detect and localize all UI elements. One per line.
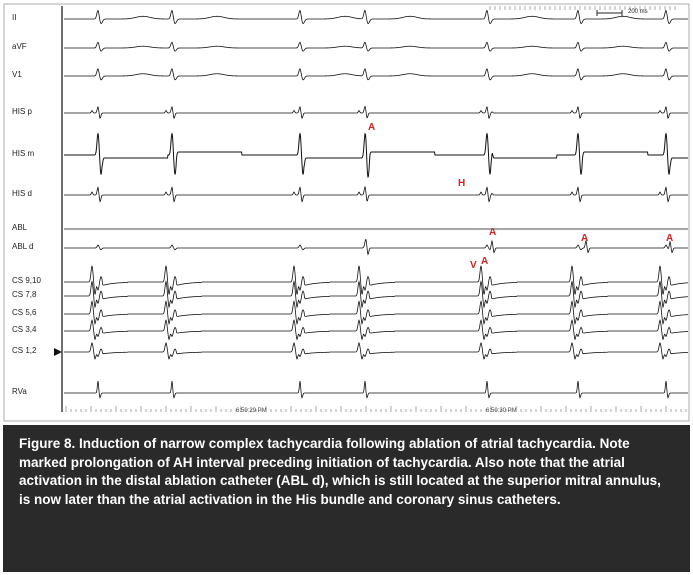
stimulus-marker [54,348,62,356]
trace-his-d [64,187,688,202]
panel-border [4,4,689,421]
trace-rva [64,381,688,398]
lead-label-his-p: HIS p [12,107,33,116]
lead-label-abl: ABL [12,223,28,232]
lead-label-v1: V1 [12,70,22,79]
trace-v1 [64,69,688,80]
trace-cs-1-2 [64,343,688,359]
trace-cs-5-6 [64,301,688,323]
scale-bar-label: 200 ms [628,9,648,15]
annotation-a-cs: A [481,256,489,267]
annotation-v-cs: V [470,260,477,271]
time-ticks [66,6,686,412]
annotation-a-his: A [368,122,376,133]
lead-label-avf: aVF [12,42,27,51]
lead-label-his-m: HIS m [12,149,35,158]
lead-label-cs-5-6: CS 5,6 [12,308,37,317]
lead-label-abl-d: ABL d [12,242,34,251]
trace-ii [64,10,688,23]
trace-his-m [64,133,688,177]
trace-cs-9-10 [64,266,688,295]
trace-cs-7-8 [64,282,688,307]
lead-label-cs-1-2: CS 1,2 [12,346,37,355]
annotation-h: H [458,178,466,189]
annotation-a-abl-1: A [489,227,497,238]
lead-label-ii: II [12,13,17,22]
lead-label-his-d: HIS d [12,189,33,198]
figure-caption-box [3,425,690,572]
annotation-a-abl-3: A [666,233,674,244]
trace-cs-3-4 [64,320,688,339]
timestamp-2: 6:50:30 PM [486,408,517,414]
trace-abl-d [64,240,688,255]
lead-label-cs-3-4: CS 3,4 [12,325,37,334]
trace-avf [64,42,688,51]
trace-his-p [64,107,688,119]
timestamp-1: 6:50:29 PM [236,408,267,414]
annotation-a-abl-2: A [581,233,589,244]
lead-label-rva: RVa [12,387,27,396]
figure-caption: Figure 8. Induction of narrow complex tachycardia following ablation of atrial tachycardia. Note marked prolongation of AH interval preceding initiation of tachycardia. Also note that the atrial activation in the distal ablation catheter (ABL d), which is still located at the superior mitral annulus, is now later than the atrial activation in the His bundle and coronary sinus catheters. [19,436,661,507]
trace-group [54,10,688,397]
lead-label-cs-9-10: CS 9,10 [12,276,41,285]
lead-label-cs-7-8: CS 7,8 [12,290,37,299]
